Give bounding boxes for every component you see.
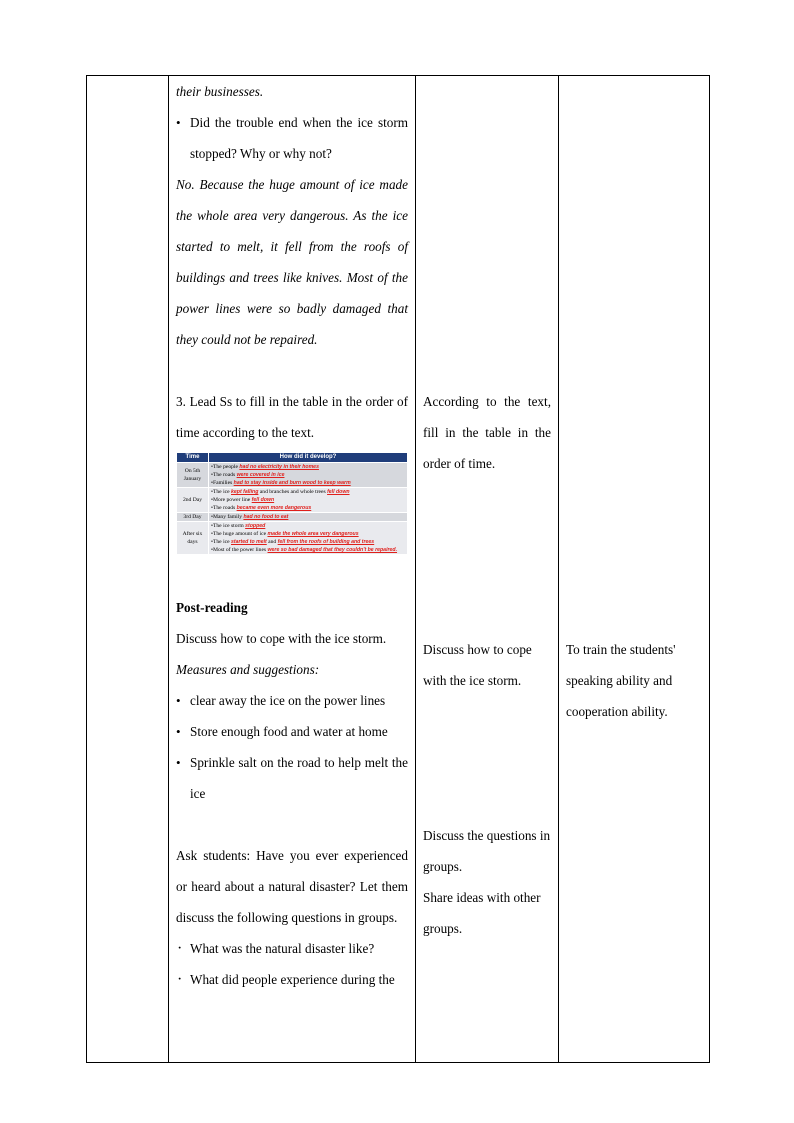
mini-header-time: Time <box>177 453 209 463</box>
measure-item: • Store enough food and water at home <box>176 716 408 747</box>
question-item: · What did people experience during the <box>176 964 408 995</box>
mini-events: • The ice kept falling and branches and whole trees fell down • More power line fell down • The roads became even more dangerous <box>209 488 408 513</box>
discuss-cope: Discuss how to cope with the ice storm. <box>423 642 532 688</box>
mini-events: • The people had no electricity in their homes • The roads were covered in ice • Families had to stay inside and burn wood to keep warm <box>209 463 408 488</box>
step3-instruction: 3. Lead Ss to fill in the table in the order of time according to the text. <box>176 394 408 440</box>
timeline-table <box>176 452 408 555</box>
mini-header-development: How did it develop? <box>209 453 408 463</box>
discuss-groups: Discuss the questions in groups. <box>423 828 551 874</box>
aim-text: To train the students' speaking ability and cooperation ability. <box>566 642 676 719</box>
mini-events: • The ice storm stopped • The huge amount of ice made the whole area very dangerous • The ice started to melt and fell from the roofs of building and trees • Most of the power lines were so bad damaged that they couldn't be repaired. <box>209 522 408 555</box>
businesses-line: their businesses. <box>176 84 264 99</box>
share-ideas: Share ideas with other groups. <box>423 890 541 936</box>
mini-time: On 5th January <box>177 463 209 488</box>
post-reading-heading: Post-reading <box>176 600 248 615</box>
empty-column-cell <box>87 76 169 1063</box>
question-ice-storm: • Did the trouble end when the ice storm stopped? Why or why not? <box>176 107 408 169</box>
measure-item: • Sprinkle salt on the road to help melt the ice <box>176 747 408 809</box>
ask-students: Ask students: Have you ever experienced or heard about a natural disaster? Let them discuss the following questions in groups. <box>176 848 408 925</box>
according-text: According to the text, fill in the table in the order of time. <box>423 394 551 471</box>
question-item: · What was the natural disaster like? <box>176 933 408 964</box>
measures-list <box>176 685 408 809</box>
answer-ice-storm: No. Because the huge amount of ice made the whole area very dangerous. As the ice started to melt, it fell from the roofs of buildings and trees like knives. Most of the power lines were so badly damaged that they could not be repaired. <box>176 177 408 347</box>
mini-time: After six days <box>177 522 209 555</box>
discuss-line: Discuss how to cope with the ice storm. <box>176 631 387 646</box>
student-activity-cell <box>416 76 559 1063</box>
lesson-plan-table <box>86 75 710 1063</box>
procedure-cell <box>169 76 416 1063</box>
mini-time: 3rd Day <box>177 513 209 522</box>
mini-time: 2nd Day <box>177 488 209 513</box>
purpose-cell <box>559 76 710 1063</box>
measures-label: Measures and suggestions: <box>176 662 320 677</box>
discussion-questions <box>176 933 408 995</box>
measure-item: • clear away the ice on the power lines <box>176 685 408 716</box>
mini-events: • Many family had no food to eat <box>209 513 408 522</box>
question-list <box>176 107 408 169</box>
